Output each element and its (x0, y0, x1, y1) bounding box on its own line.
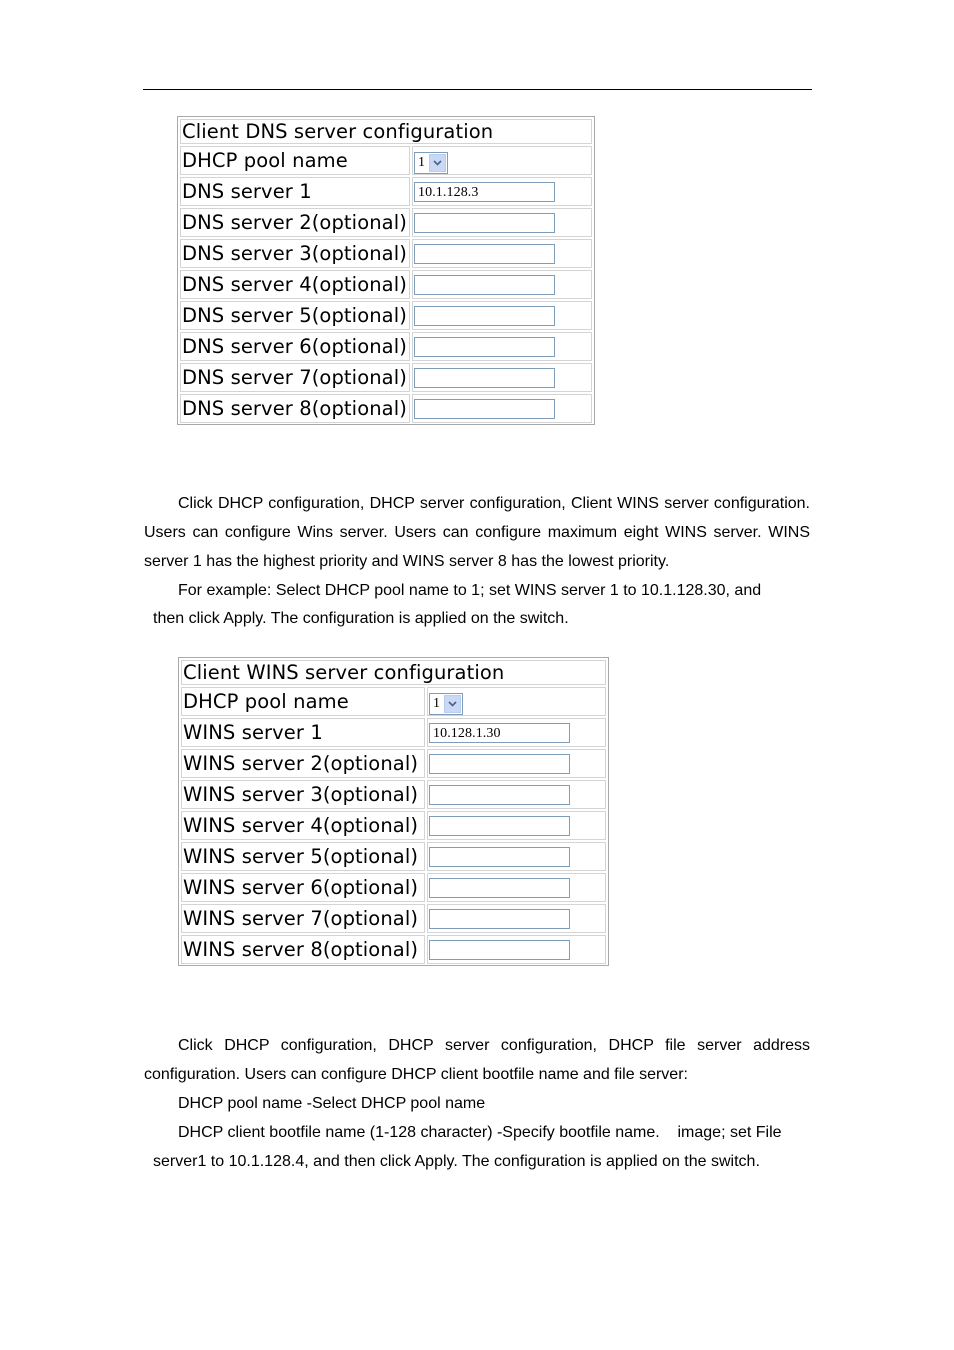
dns-row-label: DNS server 6(optional) (180, 332, 410, 361)
dns-panel-title: Client DNS server configuration (180, 119, 592, 144)
wins-panel-title: Client WINS server configuration (181, 660, 606, 685)
header-rule (143, 89, 812, 90)
dns-row-label: DNS server 3(optional) (180, 239, 410, 268)
wins-server-5-input[interactable] (429, 847, 570, 867)
dns-server-2-input[interactable] (414, 213, 555, 233)
wins-server-8-input[interactable] (429, 940, 570, 960)
dns-row-1 (180, 177, 592, 206)
wins-server-1-input[interactable]: 10.128.1.30 (429, 723, 570, 743)
chevron-down-icon[interactable] (444, 695, 461, 713)
wins-row-7 (181, 904, 606, 933)
chevron-down-icon[interactable] (429, 154, 446, 172)
wins-server-3-input[interactable] (429, 785, 570, 805)
wins-row-label: WINS server 7(optional) (181, 904, 425, 933)
dns-row-7 (180, 363, 592, 392)
dns-row-label: DNS server 2(optional) (180, 208, 410, 237)
wins-row-label: WINS server 6(optional) (181, 873, 425, 902)
wins-intro-paragraph: Click DHCP configuration, DHCP server configuration, Client WINS server configuration. Users can configure Wins server. Users can configure maximum eight WINS server. WINS server 1 has the highest priority and WINS server 8 has the lowest priority. (144, 495, 810, 570)
wins-row-2 (181, 749, 606, 778)
dns-server-8-input[interactable] (414, 399, 555, 419)
dns-row-4 (180, 270, 592, 299)
file-intro-paragraph: Click DHCP configuration, DHCP server configuration, DHCP file server address configuration. Users can configure DHCP client bootfile name and file server: (144, 1037, 810, 1083)
wins-row-label: WINS server 4(optional) (181, 811, 425, 840)
wins-row-5 (181, 842, 606, 871)
wins-row-3 (181, 780, 606, 809)
dns-server-3-input[interactable] (414, 244, 555, 264)
wins-server-2-input[interactable] (429, 754, 570, 774)
dns-row-label: DNS server 8(optional) (180, 394, 410, 423)
wins-server-4-input[interactable] (429, 816, 570, 836)
file-bootfile-line: server1 to 10.1.128.4, and then click Apply. The configuration is applied on the switch. (153, 1153, 760, 1170)
dns-row-label: DNS server 5(optional) (180, 301, 410, 330)
dns-pool-label: DHCP pool name (180, 146, 410, 175)
dns-row-3 (180, 239, 592, 268)
file-pool-line: DHCP pool name -Select DHCP pool name (178, 1095, 486, 1112)
wins-pool-value: 1 (433, 695, 441, 711)
dns-server-1-input[interactable]: 10.1.128.3 (414, 182, 555, 202)
wins-config-panel (178, 657, 609, 966)
wins-row-label: WINS server 5(optional) (181, 842, 425, 871)
wins-row-8 (181, 935, 606, 964)
wins-example-line: then click Apply. The configuration is applied on the switch. (153, 610, 569, 627)
dns-pool-select[interactable] (414, 152, 448, 174)
file-server-intro (144, 1031, 810, 1176)
wins-row-label: WINS server 2(optional) (181, 749, 425, 778)
dns-row-label: DNS server 4(optional) (180, 270, 410, 299)
dns-server-5-input[interactable] (414, 306, 555, 326)
wins-row-label: WINS server 8(optional) (181, 935, 425, 964)
wins-row-label: WINS server 1 (181, 718, 425, 747)
dns-config-panel (177, 116, 595, 425)
wins-pool-select[interactable] (429, 693, 463, 715)
wins-example-line: For example: Select DHCP pool name to 1; set WINS server 1 to 10.1.128.30, and (178, 582, 762, 599)
wins-row-6 (181, 873, 606, 902)
dns-row-5 (180, 301, 592, 330)
wins-server-6-input[interactable] (429, 878, 570, 898)
wins-intro (144, 489, 810, 633)
file-bootfile-line: DHCP client bootfile name (1-128 character) -Specify bootfile name. image; set File (178, 1124, 782, 1141)
dns-server-6-input[interactable] (414, 337, 555, 357)
wins-row-label: WINS server 3(optional) (181, 780, 425, 809)
wins-row-4 (181, 811, 606, 840)
dns-server-4-input[interactable] (414, 275, 555, 295)
dns-pool-value: 1 (418, 154, 426, 170)
wins-row-1 (181, 718, 606, 747)
dns-row-label: DNS server 7(optional) (180, 363, 410, 392)
wins-pool-label: DHCP pool name (181, 687, 425, 716)
dns-row-8 (180, 394, 592, 423)
dns-row-2 (180, 208, 592, 237)
dns-server-7-input[interactable] (414, 368, 555, 388)
dns-row-label: DNS server 1 (180, 177, 410, 206)
dns-row-6 (180, 332, 592, 361)
wins-server-7-input[interactable] (429, 909, 570, 929)
